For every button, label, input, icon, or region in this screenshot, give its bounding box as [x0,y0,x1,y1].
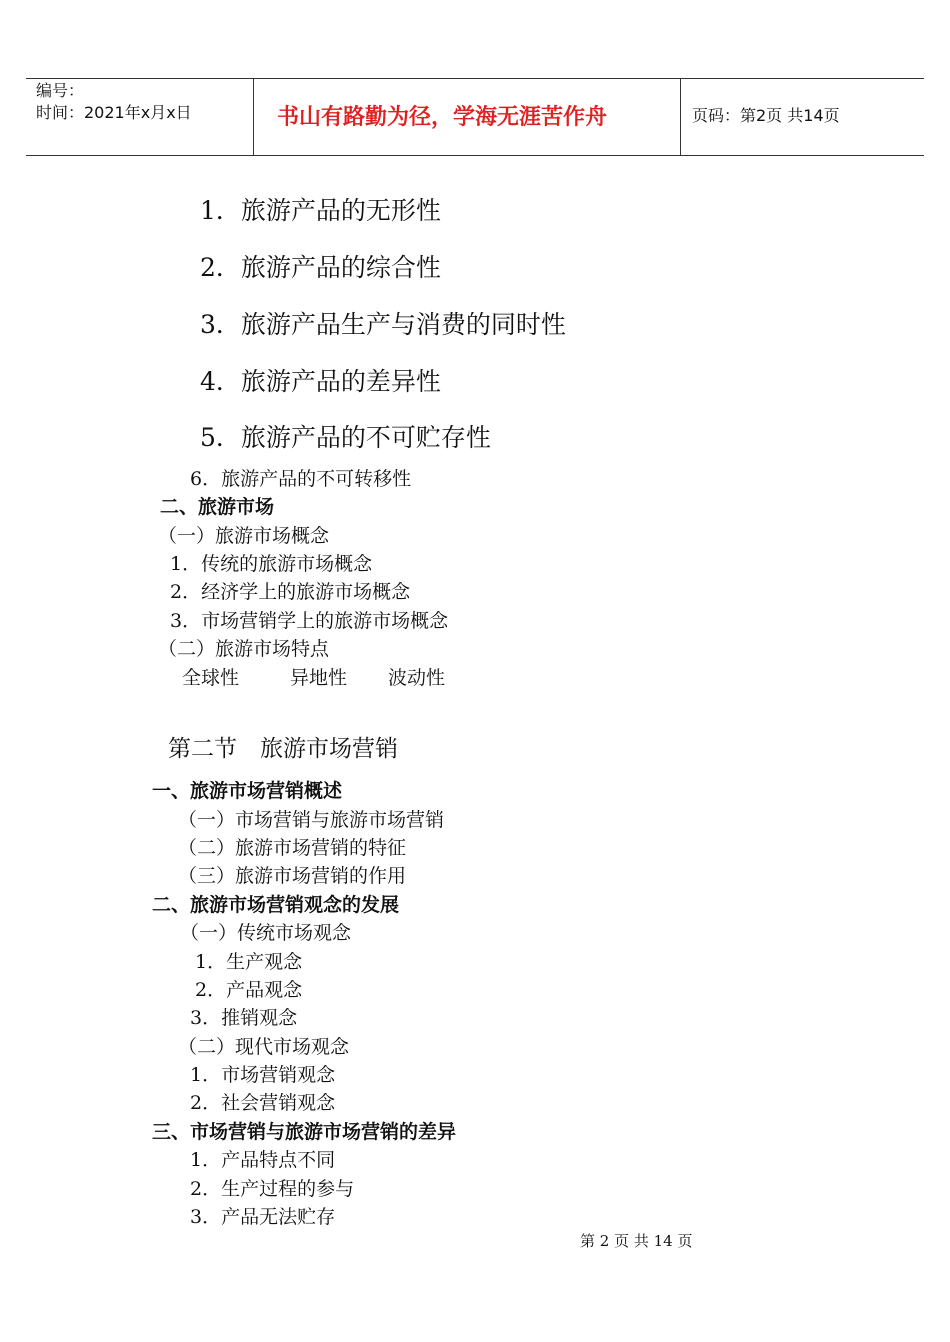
section-title: 第二节 旅游市场营销 [168,736,398,762]
header-bottom-border [26,155,924,156]
list-item-production-participation: 2．生产过程的参与 [190,1178,355,1200]
list-item-no-storage: 3．产品无法贮存 [190,1206,336,1228]
trait-remote: 异地性 [290,667,348,689]
header-divider-right [680,78,681,156]
subheading-market-traits: （二）旅游市场特点 [158,638,330,660]
heading-concept-development: 二、旅游市场营销观念的发展 [152,894,400,916]
heading-marketing-overview: 一、旅游市场营销概述 [152,780,343,802]
header-time-label: 时间：2021年x月x日 [36,103,192,122]
list-item-marketing-orientation: 1．市场营销观念 [190,1064,336,1086]
header-divider-left [253,78,254,156]
subheading-marketing-vs-tourism: （一）市场营销与旅游市场营销 [178,809,445,831]
trait-global: 全球性 [182,667,240,689]
subheading-marketing-role: （三）旅游市场营销的作用 [178,865,407,887]
list-item-marketing-concept: 3．市场营销学上的旅游市场概念 [170,610,449,632]
subheading-market-concept: （一）旅游市场概念 [158,525,330,547]
list-item-perishability: 5．旅游产品的不可贮存性 [200,423,491,452]
list-item-product-features: 1．产品特点不同 [190,1149,336,1171]
trait-volatile: 波动性 [388,667,446,689]
header-page-label: 页码：第2页 共14页 [692,106,840,125]
subheading-traditional-concepts: （一）传统市场观念 [180,922,352,944]
header-motto: 书山有路勤为径，学海无涯苦作舟 [277,105,608,130]
list-item-economic-concept: 2．经济学上的旅游市场概念 [170,581,411,603]
heading-differences: 三、市场营销与旅游市场营销的差异 [152,1121,457,1143]
list-item-selling-concept: 3．推销观念 [190,1007,298,1029]
subheading-modern-concepts: （二）现代市场观念 [178,1036,350,1058]
list-item-comprehensiveness: 2．旅游产品的综合性 [200,253,441,282]
page-footer: 第 2 页 共 14 页 [580,1232,693,1250]
list-item-immobility: 6．旅游产品的不可转移性 [190,468,412,490]
list-item-intangibility: 1．旅游产品的无形性 [200,196,441,225]
list-item-social-marketing: 2．社会营销观念 [190,1092,336,1114]
list-item-heterogeneity: 4．旅游产品的差异性 [200,367,441,396]
list-item-traditional-concept: 1．传统的旅游市场概念 [170,553,373,575]
list-item-production-concept: 1．生产观念 [195,951,303,973]
header-top-border [26,78,924,79]
list-item-product-concept: 2．产品观念 [195,979,303,1001]
list-item-simultaneity: 3．旅游产品生产与消费的同时性 [200,310,566,339]
heading-tourism-market: 二、旅游市场 [160,496,275,518]
header-number-label: 编号： [36,81,85,100]
subheading-marketing-features: （二）旅游市场营销的特征 [178,837,407,859]
